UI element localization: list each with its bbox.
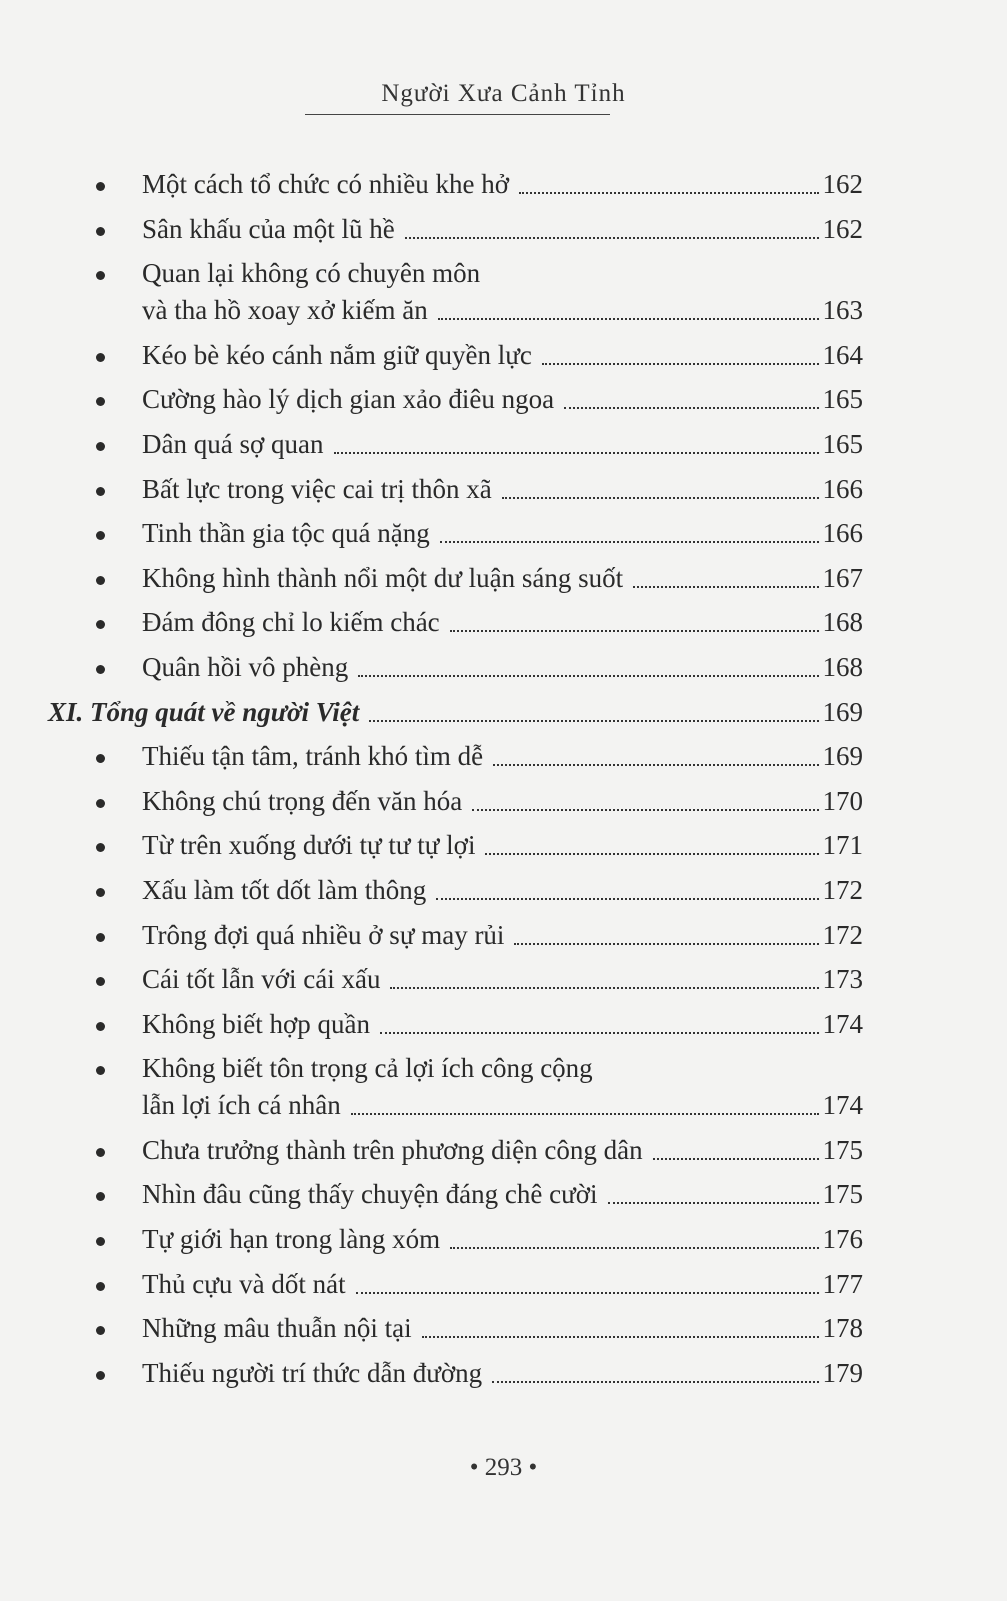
bullet-icon <box>48 381 142 418</box>
running-header: Người Xưa Cảnh Tỉnh <box>381 80 626 107</box>
table-of-contents <box>48 166 863 1399</box>
toc-entry-page: 165 <box>822 384 863 415</box>
dot-leader <box>351 1113 819 1115</box>
dot-leader <box>519 192 818 194</box>
bullet-dot <box>96 888 105 897</box>
bullet-dot <box>96 933 105 942</box>
toc-entry <box>48 872 863 909</box>
bullet-icon <box>48 604 142 641</box>
dot-leader <box>492 1381 818 1383</box>
toc-entry-title: lẫn lợi ích cá nhân <box>142 1090 341 1121</box>
toc-entry <box>48 1355 863 1392</box>
toc-entry-page: 169 <box>822 696 863 727</box>
bullet-dot <box>96 754 105 763</box>
dot-leader <box>653 1158 819 1160</box>
toc-entry <box>48 738 863 775</box>
bullet-icon <box>48 1176 142 1213</box>
bullet-icon <box>48 872 142 909</box>
toc-entry-title: Từ trên xuống dưới tự tư tự lợi <box>142 830 476 861</box>
dot-leader <box>564 407 818 409</box>
bullet-icon <box>48 1006 142 1043</box>
bullet-dot <box>96 271 105 280</box>
dot-leader <box>472 809 818 811</box>
toc-entry-title: Sân khấu của một lũ hề <box>142 213 395 244</box>
toc-entry-page: 174 <box>822 1008 863 1039</box>
toc-entry <box>48 471 863 508</box>
dot-leader <box>334 452 819 454</box>
bullet-icon <box>48 471 142 508</box>
toc-entry <box>48 783 863 820</box>
toc-entry-page: 170 <box>822 785 863 816</box>
toc-entry-title: và tha hồ xoay xở kiếm ăn <box>142 295 428 326</box>
toc-entry-page: 174 <box>822 1090 863 1121</box>
toc-entry-title: Những mâu thuẫn nội tại <box>142 1313 412 1344</box>
bullet-icon <box>48 255 142 292</box>
bullet-icon <box>48 738 142 775</box>
toc-entry-title: Kéo bè kéo cánh nắm giữ quyền lực <box>142 339 532 370</box>
toc-entry-title: Bất lực trong việc cai trị thôn xã <box>142 473 492 504</box>
toc-entry <box>48 1132 863 1169</box>
bullet-dot <box>96 353 105 362</box>
dot-leader <box>436 898 818 900</box>
dot-leader <box>485 853 818 855</box>
toc-entry <box>48 1310 863 1347</box>
dot-leader <box>358 675 818 677</box>
toc-entry-title: Không chú trọng đến văn hóa <box>142 785 463 816</box>
toc-entry-page: 175 <box>822 1179 863 1210</box>
toc-entry-title: Cái tốt lẫn với cái xấu <box>142 964 381 995</box>
bullet-icon <box>48 649 142 686</box>
dot-leader <box>608 1202 819 1204</box>
dot-leader <box>514 943 818 945</box>
toc-entry-page: 162 <box>822 169 863 199</box>
bullet-dot <box>96 487 105 496</box>
bullet-icon <box>48 1310 142 1347</box>
bullet-dot <box>96 182 105 191</box>
toc-entry <box>48 1221 863 1258</box>
dot-leader <box>493 764 818 766</box>
bullet-icon <box>48 1050 142 1087</box>
toc-entry <box>48 560 863 597</box>
bullet-dot <box>96 843 105 852</box>
toc-entry-page: 175 <box>822 1134 863 1165</box>
dot-leader <box>390 987 818 989</box>
bullet-dot <box>96 1066 105 1075</box>
toc-entry-title: XI. Tổng quát về người Việt <box>48 696 360 727</box>
bullet-dot <box>96 1371 105 1380</box>
bullet-icon <box>48 166 142 203</box>
toc-entry <box>48 961 863 998</box>
toc-entry-page: 172 <box>822 874 863 905</box>
toc-entry <box>48 381 863 418</box>
bullet-dot <box>96 1326 105 1335</box>
toc-entry <box>48 827 863 864</box>
bullet-icon <box>48 1221 142 1258</box>
dot-leader <box>369 720 818 722</box>
dot-leader <box>450 1247 818 1249</box>
toc-entry <box>48 1266 863 1303</box>
toc-entry-page: 162 <box>822 213 863 244</box>
bullet-dot <box>96 1237 105 1246</box>
toc-entry <box>48 515 863 552</box>
bullet-icon <box>48 1132 142 1169</box>
toc-entry-page: 164 <box>822 339 863 370</box>
toc-entry-page: 172 <box>822 919 863 950</box>
toc-entry <box>48 1050 863 1124</box>
dot-leader <box>633 586 818 588</box>
dot-leader <box>405 237 819 239</box>
bullet-icon <box>48 917 142 954</box>
bullet-icon <box>48 783 142 820</box>
bullet-icon <box>48 515 142 552</box>
bullet-icon <box>48 1266 142 1303</box>
bullet-dot <box>96 665 105 674</box>
toc-entry-title: Một cách tổ chức có nhiều khe hở <box>142 169 510 199</box>
toc-entry-page: 168 <box>822 607 863 638</box>
page-number: • 293 • <box>469 1454 538 1481</box>
dot-leader <box>438 318 819 320</box>
bullet-dot <box>96 1192 105 1201</box>
bullet-dot <box>96 531 105 540</box>
toc-entry-title: Chưa trưởng thành trên phương diện công dân <box>142 1134 643 1165</box>
bullet-icon <box>48 1355 142 1392</box>
toc-entry-title: Quan lại không có chuyên môn <box>142 258 481 289</box>
dot-leader <box>450 630 819 632</box>
toc-entry-page: 179 <box>822 1357 863 1388</box>
toc-entry-title: Dân quá sợ quan <box>142 428 324 459</box>
toc-entry <box>48 337 863 374</box>
toc-entry-title: Không biết hợp quần <box>142 1008 370 1039</box>
bullet-dot <box>96 1148 105 1157</box>
bullet-icon <box>48 211 142 248</box>
toc-entry-title: Tự giới hạn trong làng xóm <box>142 1224 441 1255</box>
dot-leader <box>380 1032 819 1034</box>
toc-entry-page: 165 <box>822 428 863 459</box>
toc-entry-title: Quân hồi vô phèng <box>142 651 349 682</box>
toc-entry-page: 166 <box>822 473 863 504</box>
toc-entry-title: Cường hào lý dịch gian xảo điêu ngoa <box>142 384 555 415</box>
toc-entry-title: Thủ cựu và dốt nát <box>142 1268 346 1299</box>
bullet-dot <box>96 397 105 406</box>
toc-entry-title: Xấu làm tốt dốt làm thông <box>142 874 427 905</box>
toc-entry-page: 171 <box>822 830 863 861</box>
toc-entry <box>48 255 863 329</box>
toc-entry <box>48 1176 863 1213</box>
toc-entry-title: Trông đợi quá nhiều ở sự may rủi <box>142 919 505 950</box>
bullet-dot <box>96 442 105 451</box>
dot-leader <box>422 1336 819 1338</box>
bullet-icon <box>48 337 142 374</box>
bullet-dot <box>96 977 105 986</box>
toc-entry <box>48 604 863 641</box>
toc-entry-page: 177 <box>822 1268 863 1299</box>
dot-leader <box>502 497 819 499</box>
toc-entry-title: Đám đông chỉ lo kiếm chác <box>142 607 440 638</box>
toc-entry-title: Thiếu tận tâm, tránh khó tìm dễ <box>142 741 484 772</box>
toc-section-heading <box>48 694 863 731</box>
bullet-icon <box>48 426 142 463</box>
toc-entry <box>48 426 863 463</box>
toc-entry-page: 166 <box>822 518 863 549</box>
toc-entry-page: 178 <box>822 1313 863 1344</box>
toc-entry-page: 173 <box>822 964 863 995</box>
toc-entry-title: Thiếu người trí thức dẫn đường <box>142 1357 483 1388</box>
dot-leader <box>542 363 819 365</box>
toc-entry-title: Không biết tôn trọng cả lợi ích công cộng <box>142 1053 593 1084</box>
toc-entry-page: 176 <box>822 1224 863 1255</box>
toc-entry-page: 169 <box>822 741 863 772</box>
bullet-dot <box>96 1022 105 1031</box>
toc-entry-page: 167 <box>822 562 863 593</box>
bullet-dot <box>96 799 105 808</box>
toc-entry-page: 168 <box>822 651 863 682</box>
bullet-dot <box>96 620 105 629</box>
toc-entry-title: Không hình thành nổi một dư luận sáng suốt <box>142 562 624 593</box>
bullet-dot <box>96 1282 105 1291</box>
header-rule <box>305 114 610 115</box>
toc-entry-title: Tinh thần gia tộc quá nặng <box>142 518 430 549</box>
dot-leader <box>440 541 819 543</box>
bullet-dot <box>96 227 105 236</box>
toc-entry <box>48 166 863 203</box>
toc-entry-title: Nhìn đâu cũng thấy chuyện đáng chê cười <box>142 1179 598 1210</box>
toc-entry <box>48 649 863 686</box>
toc-entry <box>48 917 863 954</box>
bullet-icon <box>48 560 142 597</box>
toc-entry <box>48 1006 863 1043</box>
toc-entry <box>48 211 863 248</box>
bullet-icon <box>48 961 142 998</box>
bullet-icon <box>48 827 142 864</box>
dot-leader <box>356 1292 819 1294</box>
toc-entry-page: 163 <box>822 295 863 326</box>
bullet-dot <box>96 576 105 585</box>
